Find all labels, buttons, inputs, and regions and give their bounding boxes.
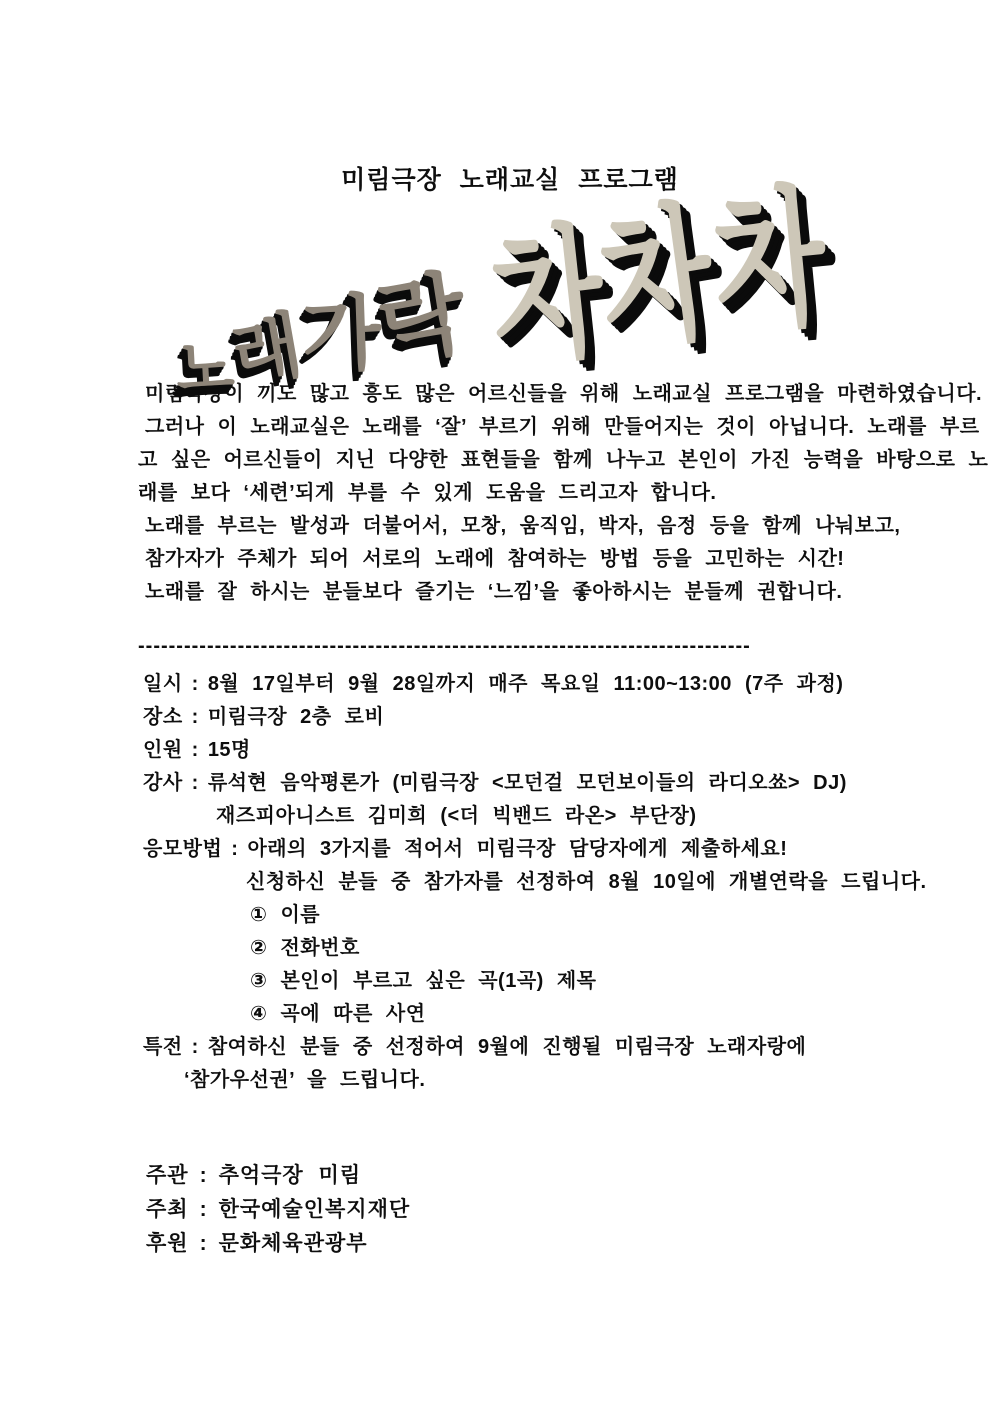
detail-value: 8월 17일부터 9월 28일까지 매주 목요일 11:00~13:00 (7주 과정) [207,673,844,695]
intro-line: 그러나 이 노래교실은 노래를 ‘잘’ 부르기 위해 만들어지는 것이 아닙니다. 노래를 부르 [145,416,980,438]
intro-line: 노래를 잘 하시는 분들보다 즐기는 ‘느낌’을 좋아하시는 분들께 권합니다. [145,581,843,603]
credit-value: 한국예술인복지재단 [218,1198,411,1221]
credit-row-sponsor [138,1227,854,1261]
detail-row-apply-note [138,866,927,899]
credit-colon: : [199,1232,208,1255]
detail-colon: : [191,706,199,728]
credit-value: 문화체육관광부 [218,1232,368,1255]
credit-row-host [138,1193,854,1227]
program-subtitle: 미림극장 노래교실 프로그램 [341,166,679,194]
detail-value: 15명 [207,739,251,761]
credit-colon: : [199,1164,208,1187]
credits-section [138,1159,854,1261]
detail-row-place [138,701,854,734]
title-part1: 노 래 가 락 [174,262,473,404]
detail-value: ③ 본인이 부르고 싶은 곡(1곡) 제목 [250,970,597,992]
detail-value: 아래의 3가지를 적어서 미림극장 담당자에게 제출하세요! [247,838,788,860]
detail-row-item-story [138,998,854,1031]
detail-value: 신청하신 분들 중 참가자를 선정하여 8월 10일에 개별연락을 드립니다. [246,871,927,893]
detail-row-instructor [138,767,854,800]
intro-line: 노래를 부르는 발성과 더불어서, 모창, 움직임, 박자, 음정 등을 함께 나눠보고, [145,515,901,537]
intro-paragraph [138,378,989,609]
credit-label: 주최 [146,1198,189,1221]
detail-row-item-song [138,965,854,998]
details-section [138,668,927,1097]
credit-row-organizer [138,1159,854,1193]
detail-colon: : [191,673,199,695]
credit-label: 주관 [146,1164,189,1187]
divider-dashes: -------------------------------------------------------------------------------- [138,635,751,657]
intro-line: 미림극장이 끼도 많고 흥도 많은 어르신들을 위해 노래교실 프로그램을 마련하였습니다. [145,383,983,405]
detail-label: 응모방법 [143,838,223,860]
credit-value: 추억극장 미림 [218,1164,362,1187]
detail-value: ② 전화번호 [250,937,360,959]
credit-label: 후원 [146,1232,189,1255]
detail-value: 류석현 음악평론가 (미림극장 <모던걸 모던보이들의 라디오쑈> DJ) [207,772,847,794]
detail-label: 특전 [143,1036,183,1058]
title-part2: 차 차 차 [482,172,834,382]
intro-line: 래를 보다 ‘세련’되게 부를 수 있게 도움을 드리고자 합니다. [138,482,717,504]
detail-value: ‘참가우선권’ 을 드립니다. [184,1069,426,1091]
detail-colon: : [191,739,199,761]
detail-row-instructor-2 [138,800,854,833]
detail-colon: : [191,1036,199,1058]
detail-label: 강사 [143,772,183,794]
detail-value: 미림극장 2층 로비 [207,706,385,728]
detail-label: 장소 [143,706,183,728]
detail-row-item-phone [138,932,854,965]
intro-line: 고 싶은 어르신들이 지닌 다양한 표현들을 함께 나누고 본인이 가진 능력을 바탕으로 노 [138,449,989,471]
detail-colon: : [231,838,239,860]
credit-colon: : [199,1198,208,1221]
detail-row-benefit [138,1031,854,1064]
detail-colon: : [191,772,199,794]
detail-row-item-name [138,899,854,932]
detail-value: 재즈피아니스트 김미희 (<더 빅밴드 라온> 부단장) [216,805,697,827]
intro-line: 참가자가 주체가 되어 서로의 노래에 참여하는 방법 등을 고민하는 시간! [145,548,845,570]
detail-row-capacity [138,734,854,767]
title-space [471,358,497,361]
detail-row-datetime [138,668,854,701]
detail-row-benefit-2 [138,1064,854,1097]
detail-value: 참여하신 분들 중 선정하여 9월에 진행될 미림극장 노래자랑에 [207,1036,807,1058]
detail-value: ① 이름 [250,904,321,926]
detail-value: ④ 곡에 따른 사연 [250,1003,426,1025]
detail-label: 인원 [143,739,183,761]
detail-row-apply-method [138,833,854,866]
detail-label: 일시 [143,673,183,695]
